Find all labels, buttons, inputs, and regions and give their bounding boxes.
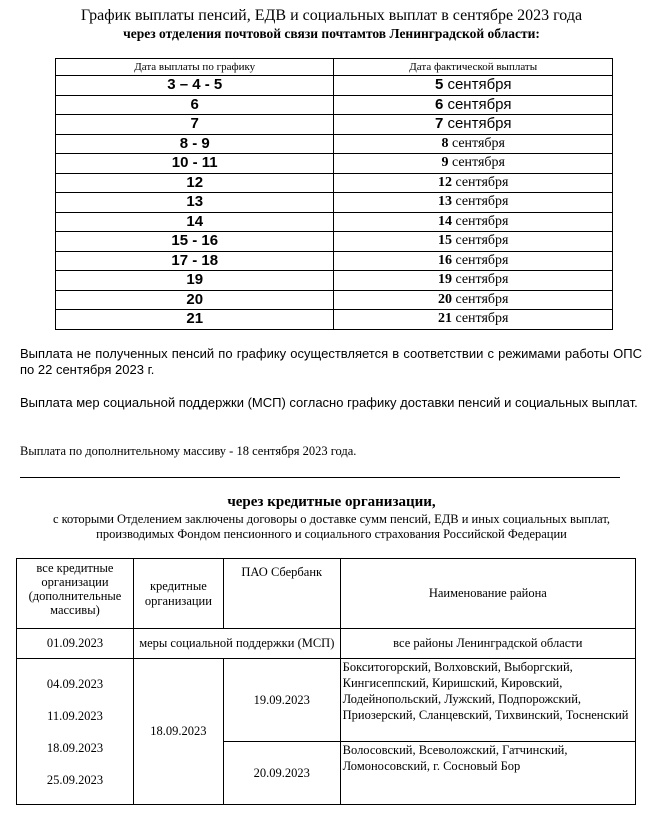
actual-month: сентября: [455, 233, 509, 249]
actual-month: сентября: [451, 155, 505, 171]
actual-day: 7: [434, 115, 444, 133]
actual-month: сентября: [455, 174, 509, 190]
actual-month: сентября: [455, 272, 509, 288]
actual-month: сентября: [455, 213, 509, 229]
actual-day: 5: [434, 76, 444, 94]
scheduled-date: 7: [56, 115, 334, 135]
page-title: График выплаты пенсий, ЕДВ и социальных выплат в сентябре 2023 года: [80, 7, 583, 24]
scheduled-date: 19: [56, 271, 334, 291]
header-scheduled-date: Дата выплаты по графику: [56, 59, 334, 76]
scheduled-date: 14: [56, 212, 334, 232]
sberbank-date: 19.09.2023: [223, 659, 340, 742]
sberbank-date: 20.09.2023: [223, 742, 340, 805]
actual-date: [334, 290, 613, 310]
actual-date: [334, 310, 613, 330]
table-row: [56, 95, 613, 115]
actual-month: сентября: [455, 252, 509, 268]
district-list: Волосовский, Всеволожский, Гатчинский, Ломоносовский, г. Сосновый Бор: [340, 742, 635, 805]
actual-day: 9: [441, 155, 449, 171]
additional-date: 04.09.2023: [46, 676, 104, 691]
actual-date: [334, 154, 613, 174]
actual-day: 21: [437, 311, 452, 327]
actual-date: [334, 193, 613, 213]
actual-date: [334, 134, 613, 154]
table-row: [56, 271, 613, 291]
msp-districts: все районы Ленинградской области: [340, 629, 635, 659]
table-row: [56, 290, 613, 310]
table-header-row: [56, 59, 613, 76]
header-actual-date: Дата фактической выплаты: [334, 59, 613, 76]
actual-date: [334, 115, 613, 135]
table-row: [56, 310, 613, 330]
scheduled-date: 15 - 16: [56, 232, 334, 252]
actual-day: 14: [437, 213, 452, 229]
actual-date: [334, 232, 613, 252]
actual-date: [334, 173, 613, 193]
actual-date: [334, 95, 613, 115]
scheduled-date: 13: [56, 193, 334, 213]
note-social-support: Выплата мер социальной поддержки (МСП) согласно графику доставки пенсий и социальных выплат.: [20, 395, 638, 410]
actual-date: [334, 251, 613, 271]
scheduled-date: 3 – 4 - 5: [56, 76, 334, 96]
additional-date: 11.09.2023: [47, 708, 103, 723]
additional-array-dates: [17, 659, 134, 805]
table-row: [56, 212, 613, 232]
credit-section-subheading: с которыми Отделением заключены договоры о доставке сумм пенсий, ЕДВ и иных социальных выплат, производимых Фондом пенсионного и социального страхования Российской Федерации: [52, 512, 611, 541]
header-district-name: Наименование района: [340, 559, 635, 629]
actual-date: [334, 212, 613, 232]
table-row: [56, 76, 613, 96]
actual-month: сентября: [447, 76, 512, 94]
table-row: [56, 251, 613, 271]
credit-section-heading: через кредитные организации,: [227, 494, 436, 510]
scheduled-date: 20: [56, 290, 334, 310]
actual-day: 20: [437, 291, 452, 307]
table-row: [56, 232, 613, 252]
actual-month: сентября: [447, 115, 512, 133]
note-unclaimed-pensions: Выплата не полученных пенсий по графику осуществляется в соответствии с режимами работы ОПС по 22 сентября 2023 г.: [20, 346, 642, 377]
scheduled-date: 12: [56, 173, 334, 193]
page-subtitle: через отделения почтовой связи почтамтов Ленинградской области:: [123, 26, 540, 41]
actual-month: сентября: [451, 135, 505, 151]
additional-date: 25.09.2023: [46, 772, 104, 787]
section-divider: [20, 477, 620, 478]
credit-org-date: 18.09.2023: [133, 659, 223, 805]
scheduled-date: 6: [56, 95, 334, 115]
actual-month: сентября: [447, 95, 512, 113]
actual-day: 8: [441, 135, 449, 151]
header-sberbank: ПАО Сбербанк: [223, 559, 340, 629]
actual-month: сентября: [455, 291, 509, 307]
actual-day: 13: [437, 194, 452, 210]
scheduled-date: 17 - 18: [56, 251, 334, 271]
actual-day: 16: [437, 252, 452, 268]
table-header-row: [17, 559, 636, 629]
actual-month: сентября: [455, 194, 509, 210]
actual-date: [334, 76, 613, 96]
table-row: [56, 173, 613, 193]
district-list: Бокситогорский, Волховский, Выборгский, Кингисеппский, Киришский, Кировский, Лодейнопольский, Лужский, Подпорожский, Приозерский, Сланцевский, Тихвинский, Тосненский: [340, 659, 635, 742]
table-row: [56, 154, 613, 174]
table-row: [56, 193, 613, 213]
post-office-schedule-table: [55, 58, 613, 330]
table-row-group1: [17, 659, 636, 742]
actual-month: сентября: [455, 311, 509, 327]
note-additional-array: Выплата по дополнительному массиву - 18 сентября 2023 года.: [20, 444, 357, 458]
actual-day: 15: [437, 233, 452, 249]
scheduled-date: 10 - 11: [56, 154, 334, 174]
actual-day: 12: [437, 174, 452, 190]
additional-date: 18.09.2023: [46, 740, 104, 755]
actual-day: 19: [437, 272, 452, 288]
header-all-credit-orgs: все кредитные организации (дополнительные массивы): [17, 559, 134, 629]
actual-date: [334, 271, 613, 291]
table-row: [56, 115, 613, 135]
actual-day: 6: [434, 95, 444, 113]
header-credit-orgs: кредитные организации: [133, 559, 223, 629]
table-row-msp: [17, 629, 636, 659]
msp-label: меры социальной поддержки (МСП): [133, 629, 340, 659]
scheduled-date: 21: [56, 310, 334, 330]
scheduled-date: 8 - 9: [56, 134, 334, 154]
msp-date: 01.09.2023: [17, 629, 134, 659]
table-row: [56, 134, 613, 154]
credit-organizations-table: [16, 558, 636, 805]
